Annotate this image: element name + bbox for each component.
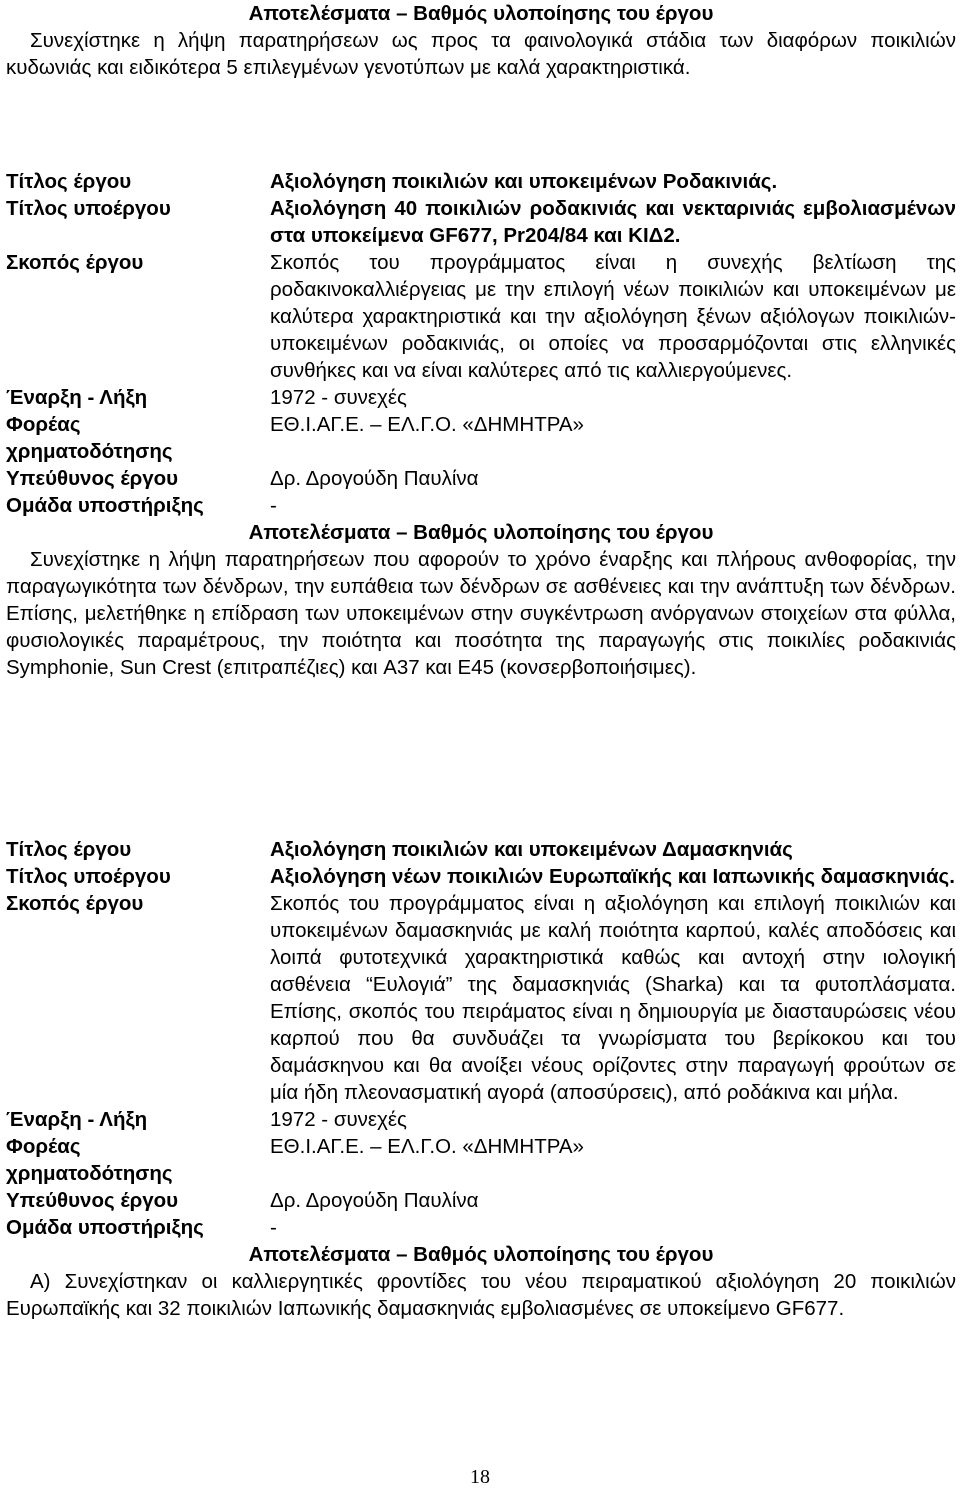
- project-team-value: -: [270, 1216, 277, 1239]
- results-heading: Αποτελέσματα – Βαθμός υλοποίησης του έργου: [248, 2, 714, 25]
- project-funder-row: [6, 411, 956, 465]
- subproject-title-label: Τίτλος υποέργου: [6, 865, 171, 888]
- project-period-value: 1972 - συνεχές: [270, 1108, 407, 1131]
- project-aim-row: [6, 249, 956, 384]
- project-funder-label: [6, 1133, 270, 1187]
- project-peach: [6, 168, 956, 681]
- project-lead-label: Υπεύθυνος έργου: [6, 467, 179, 490]
- project-title-label: Τίτλος έργου: [6, 170, 132, 193]
- project-period-row: [6, 1106, 956, 1133]
- project-funder-label-line2: χρηματοδότησης: [6, 1162, 173, 1185]
- project-lead-row: [6, 465, 956, 492]
- project-team-value: -: [270, 494, 277, 517]
- results-text: Συνεχίστηκε η λήψη παρατηρήσεων ως προς τα φαινολογικά στάδια των διαφόρων ποικιλιών κυδωνιάς και ειδικότερα 5 επιλεγμένων γενοτύπων με καλά χαρακτηριστικά.: [6, 29, 956, 79]
- project-team-row: [6, 492, 956, 519]
- project-period-label: Έναρξη - Λήξη: [6, 386, 148, 409]
- project-aim-value: Σκοπός του προγράμματος είναι η συνεχής βελτίωση της ροδακινοκαλλιέργειας με την επιλογή νέων ποικιλιών και υποκειμένων με καλύτερα χαρακτηριστικά και την αξιολόγηση ξένων αξιόλογων ποικιλιών-υποκειμένων ροδακινιάς, οι οποίες να προσαρμόζονται στις ελληνικές συνθήκες και να είναι καλύτερες από τις καλλιεργούμενες.: [270, 251, 956, 382]
- project-period-row: [6, 384, 956, 411]
- project-aim-value: Σκοπός του προγράμματος είναι η αξιολόγηση και επιλογή ποικιλιών και υποκειμένων δαμασκηνιάς με καλή ποιότητα καρπού, καλές αποδόσεις και λοιπά φυτοτεχνικά χαρακτηριστικά καθώς και αντοχή στην ιολογική ασθένεια “Ευλογιά” της δαμασκηνιάς (Sharka) και τα φυτοπλάσματα. Επίσης, σκοπός του πειράματος είναι η δημιουργία με διασταυρώσεις νέου καρπού που θα συνδυάζει τα γνωρίσματα του βερίκοκου και του δαμάσκηνου και θα ανοίξει νέους ορίζοντες στην παραγωγή φρούτων σε μία ήδη πλεονασματική αγορά (αποσύρσεις), από ροδάκινα και μήλα.: [270, 892, 956, 1104]
- project-period-value: 1972 - συνεχές: [270, 386, 407, 409]
- project-funder-label: [6, 411, 270, 465]
- project-lead-value: Δρ. Δρογούδη Παυλίνα: [270, 1189, 479, 1212]
- results-section-quince: [6, 0, 956, 81]
- project-team-label: Ομάδα υποστήριξης: [6, 494, 204, 517]
- results-text: Συνεχίστηκε η λήψη παρατηρήσεων που αφορούν το χρόνο έναρξης και πλήρους ανθοφορίας, την παραγωγικότητα των δένδρων, την ευπάθεια των δένδρων σε ασθένειες και την ανάπτυξη των δένδρων. Επίσης, μελετήθηκε η επίδραση των υποκειμένων στην συγκέντρωση ανόργανων στοιχείων στα φύλλα, φυσιολογικές παραμέτρους, την ποιότητα και ποσότητα της παραγωγής στις ποικιλίες ροδακινιάς Symphonie, Sun Crest (επιτραπέζιες) και A37 και E45 (κονσερβοποιήσιμες).: [6, 548, 956, 679]
- results-heading: Αποτελέσματα – Βαθμός υλοποίησης του έργου: [248, 521, 714, 544]
- project-title-row: [6, 836, 956, 863]
- project-title-label: Τίτλος έργου: [6, 838, 132, 861]
- project-team-label: Ομάδα υποστήριξης: [6, 1216, 204, 1239]
- project-funder-label-line1: Φορέας: [6, 1135, 81, 1158]
- project-funder-value: ΕΘ.Ι.ΑΓ.Ε. – ΕΛ.Γ.Ο. «ΔΗΜΗΤΡΑ»: [270, 413, 584, 436]
- subproject-title-row: [6, 863, 956, 890]
- results-text: Α) Συνεχίστηκαν οι καλλιεργητικές φροντίδες του νέου πειραματικού αξιολόγηση 20 ποικιλιών Ευρωπαϊκής και 32 ποικιλιών Ιαπωνικής δαμασκηνιάς εμβολιασμένες σε υποκείμενο GF677.: [6, 1270, 956, 1320]
- project-aim-row: [6, 890, 956, 1106]
- results-heading: Αποτελέσματα – Βαθμός υλοποίησης του έργου: [248, 1243, 714, 1266]
- subproject-title-value: Αξιολόγηση 40 ποικιλιών ροδακινιάς και νεκταρινιάς εμβολιασμένων στα υποκείμενα GF677, Pr204/84 και ΚΙΔ2.: [270, 197, 956, 247]
- subproject-title-value: Αξιολόγηση νέων ποικιλιών Ευρωπαϊκής και Ιαπωνικής δαμασκηνιάς.: [270, 865, 955, 888]
- project-funder-value: ΕΘ.Ι.ΑΓ.Ε. – ΕΛ.Γ.Ο. «ΔΗΜΗΤΡΑ»: [270, 1135, 584, 1158]
- page-number: 18: [470, 1466, 490, 1488]
- subproject-title-label: Τίτλος υποέργου: [6, 197, 171, 220]
- project-funder-row: [6, 1133, 956, 1187]
- project-funder-label-line2: χρηματοδότησης: [6, 440, 173, 463]
- project-aim-label: Σκοπός έργου: [6, 251, 144, 274]
- project-title-value: Αξιολόγηση ποικιλιών και υποκειμένων Δαμασκηνιάς: [270, 838, 793, 861]
- project-lead-value: Δρ. Δρογούδη Παυλίνα: [270, 467, 479, 490]
- project-period-label: Έναρξη - Λήξη: [6, 1108, 148, 1131]
- project-aim-label: Σκοπός έργου: [6, 892, 144, 915]
- project-plum: [6, 836, 956, 1322]
- project-lead-label: Υπεύθυνος έργου: [6, 1189, 179, 1212]
- project-funder-label-line1: Φορέας: [6, 413, 81, 436]
- subproject-title-row: [6, 195, 956, 249]
- project-lead-row: [6, 1187, 956, 1214]
- project-title-value: Αξιολόγηση ποικιλιών και υποκειμένων Ροδακινιάς.: [270, 170, 778, 193]
- project-title-row: [6, 168, 956, 195]
- project-team-row: [6, 1214, 956, 1241]
